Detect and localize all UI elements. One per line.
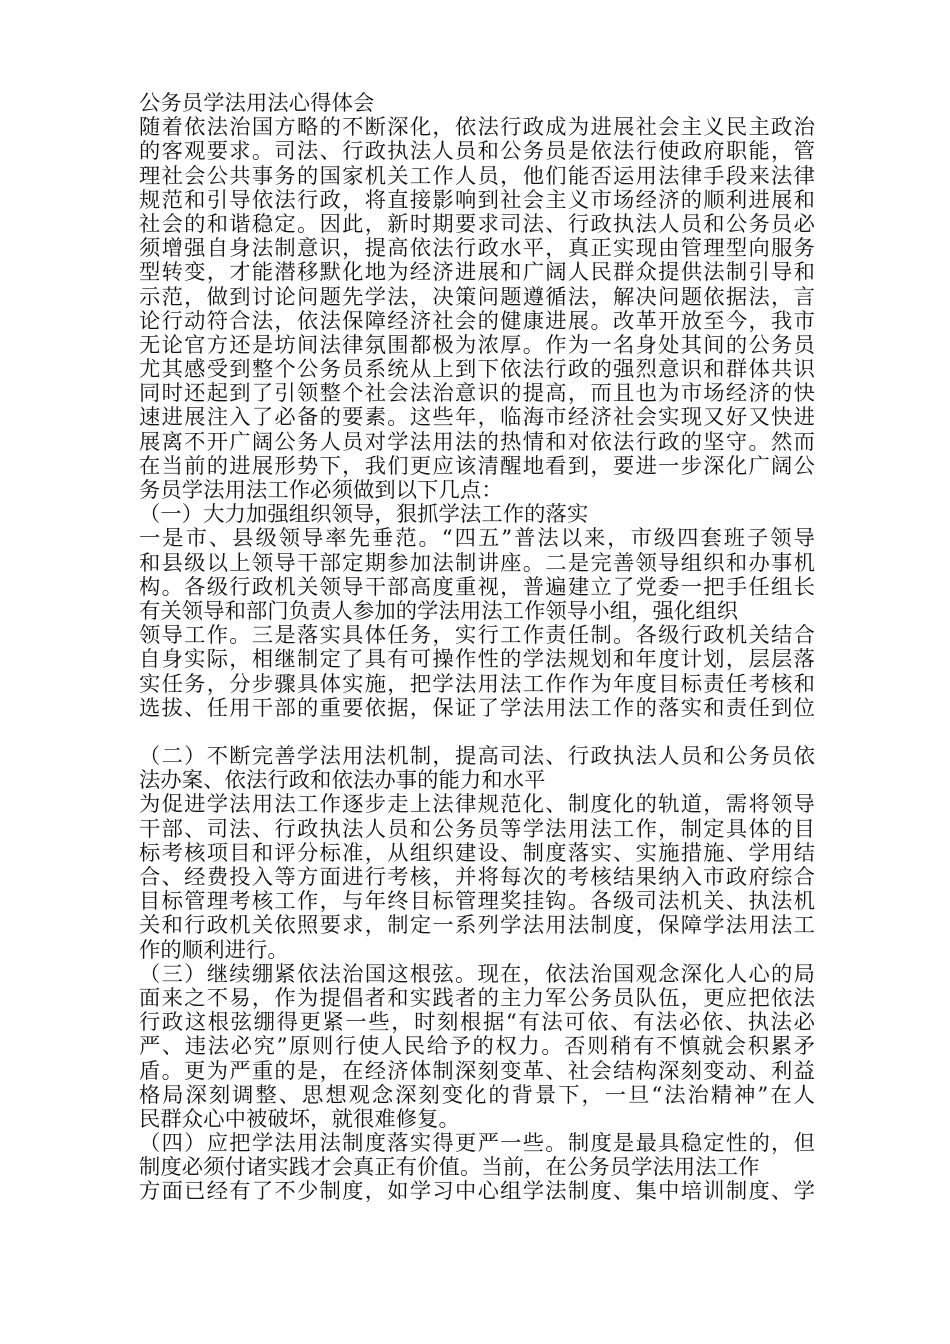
- text-line: 展离不开广阔公务人员对学法用法的热情和对依法行政的坚守。然而: [139, 429, 815, 455]
- text-line: 目标管理考核工作，与年终目标管理奖挂钩。各级司法机关、执法机: [139, 889, 815, 915]
- text-line: 行政这根弦绷得更紧一些，时刻根据“有法可依、有法必依、执法必: [139, 1010, 815, 1036]
- text-line: 盾。更为严重的是，在经济体制深刻变革、社会结构深刻变动、利益: [139, 1058, 815, 1084]
- text-line: 在当前的进展形势下，我们更应该清醒地看到，要进一步深化广阔公: [139, 453, 815, 479]
- text-line: 构。各级行政机关领导干部高度重视，普遍建立了党委一把手任组长: [139, 574, 815, 600]
- text-line: 合、经费投入等方面进行考核，并将每次的考核结果纳入市政府综合: [139, 865, 815, 890]
- blank-line: [139, 721, 815, 745]
- text-line: 型转变，才能潜移默化地为经济进展和广阔人民群众提供法制引导和: [139, 260, 815, 286]
- text-line: 有关领导和部门负责人参加的学法用法工作领导小组，强化组织: [139, 598, 739, 624]
- document-title: 公务员学法用法心得体会: [139, 91, 375, 116]
- text-line: 尤其感受到整个公务员系统从上到下依法行政的强烈意识和群体共识: [139, 357, 815, 383]
- text-line: 和县级以上领导干部定期参加法制讲座。二是完善领导组织和办事机: [139, 550, 815, 576]
- text-line: 的客观要求。司法、行政执法人员和公务员是依法行使政府职能，管: [139, 139, 815, 165]
- text-line: （三）继续绷紧依法治国这根弦。现在，依法治国观念深化人心的局: [139, 961, 815, 987]
- text-line: 关和行政机关依照要求，制定一系列学法用法制度，保障学法用法工: [139, 913, 815, 939]
- text-line: 一是市、县级领导率先垂范。“四五”普法以来，市级四套班子领导: [139, 526, 815, 552]
- text-line: 为促进学法用法工作逐步走上法律规范化、制度化的轨道，需将领导: [139, 792, 815, 818]
- text-line: 实任务，分步骤具体实施，把学法用法工作作为年度目标责任考核和: [139, 671, 815, 697]
- text-line: 同时还起到了引领整个社会法治意识的提高，而且也为市场经济的快: [139, 381, 815, 407]
- text-line: 规范和引导依法行政，将直接影响到社会主义市场经济的顺利进展和: [139, 187, 815, 213]
- text-line: 速进展注入了必备的要素。这些年，临海市经济社会实现又好又快进: [139, 405, 815, 431]
- text-line: 标考核项目和评分标准，从组织建设、制度落实、实施措施、学用结: [139, 840, 815, 866]
- text-line: 严、违法必究”原则行使人民给予的权力。否则稍有不慎就会积累矛: [139, 1034, 815, 1060]
- text-line: （四）应把学法用法制度落实得更严一些。制度是最具稳定性的，但: [139, 1131, 815, 1157]
- text-line: 法办案、依法行政和依法办事的能力和水平: [139, 768, 546, 794]
- text-line: 面来之不易，作为提倡者和实践者的主力军公务员队伍，更应把依法: [139, 985, 815, 1011]
- text-line: 自身实际，相继制定了具有可操作性的学法规划和年度计划，层层落: [139, 647, 815, 673]
- text-line: 格局深刻调整、思想观念深刻变化的背景下，一旦“法治精神”在人: [139, 1082, 815, 1108]
- text-line: 理社会公共事务的国家机关工作人员，他们能否运用法律手段来法律: [139, 163, 815, 189]
- text-line: 随着依法治国方略的不断深化，依法行政成为进展社会主义民主政治: [139, 115, 815, 141]
- text-line: 领导工作。三是落实具体任务，实行工作责任制。各级行政机关结合: [139, 623, 815, 649]
- text-line: （二）不断完善学法用法机制，提高司法、行政执法人员和公务员依: [139, 744, 815, 770]
- text-line: 务员学法用法工作必须做到以下几点：: [139, 478, 503, 503]
- text-line: 无论官方还是坊间法律氛围都极为浓厚。作为一名身处其间的公务员: [139, 332, 815, 358]
- text-line: 论行动符合法，依法保障经济社会的健康进展。改革开放至今，我市: [139, 308, 815, 334]
- text-line: 民群众心中被破坏，就很难修复。: [139, 1106, 460, 1132]
- text-line: （一）大力加强组织领导，狠抓学法工作的落实: [139, 502, 589, 528]
- text-line: 社会的和谐稳定。因此，新时期要求司法、行政执法人员和公务员必: [139, 211, 815, 237]
- text-line: 作的顺利进行。: [139, 937, 289, 963]
- text-line: 须增强自身法制意识，提高依法行政水平，真正实现由管理型向服务: [139, 236, 815, 262]
- text-line: 示范，做到讨论问题先学法，决策问题遵循法，解决问题依据法，言: [139, 284, 815, 310]
- text-line: 制度必须付诸实践才会真正有价值。当前，在公务员学法用法工作: [139, 1155, 760, 1181]
- text-line: 选拔、任用干部的重要依据，保证了学法用法工作的落实和责任到位: [139, 695, 815, 721]
- text-line: 干部、司法、行政执法人员和公务员等学法用法工作，制定具体的目: [139, 816, 815, 842]
- document-body: [139, 92, 815, 1205]
- text-line: 方面已经有了不少制度，如学习中心组学法制度、集中培训制度、学: [139, 1179, 815, 1205]
